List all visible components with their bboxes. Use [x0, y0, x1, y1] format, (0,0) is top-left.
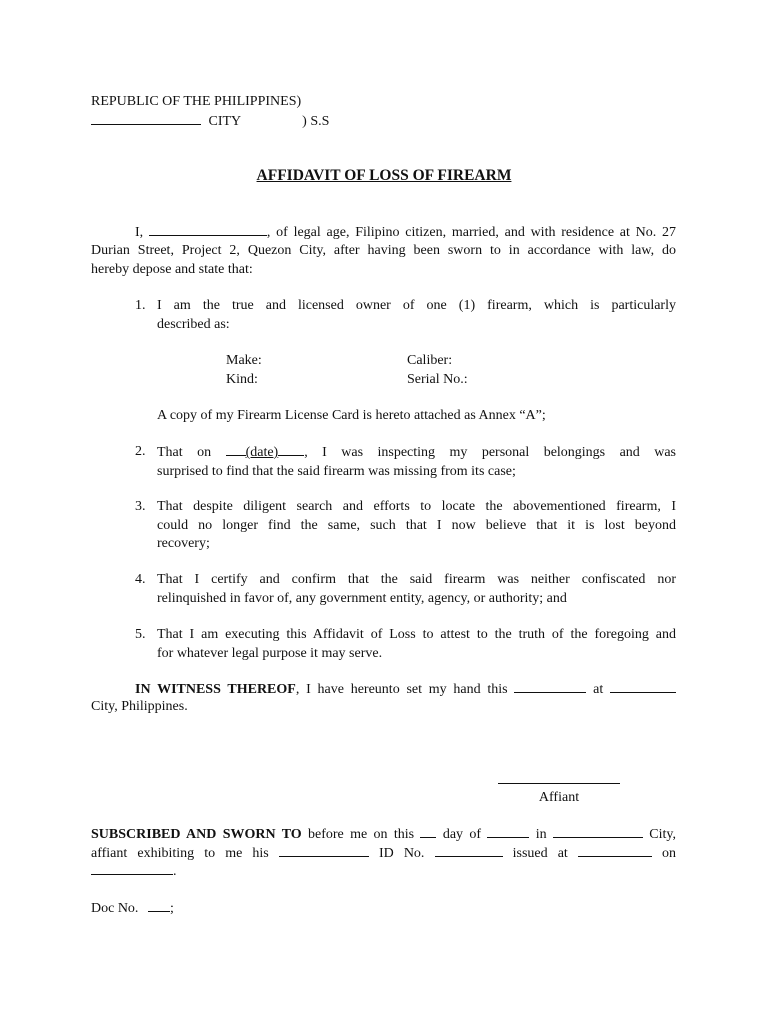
- jurat-bold: SUBSCRIBED AND SWORN TO: [91, 827, 302, 842]
- item5-line2: for whatever legal purpose it may serve.: [157, 645, 383, 661]
- date-blank-left: [226, 443, 246, 456]
- intro-i: I,: [135, 225, 144, 240]
- item5-line1: That I am executing this Affidavit of Loss to attest to the truth of the foregoing and: [157, 627, 676, 642]
- item4-line2: relinquished in favor of, any government entity, agency, or authority; and: [157, 590, 567, 606]
- name-blank: [149, 223, 267, 236]
- field-serial-no: Serial No.:: [407, 372, 468, 387]
- item4-line1: That I certify and confirm that the said firearm was neither confiscated nor: [157, 572, 676, 587]
- city-label: CITY: [208, 114, 241, 129]
- id-no-blank: [435, 844, 503, 857]
- jurat-line-3: [91, 862, 177, 882]
- item2-post: , I was inspecting my personal belongings and was: [304, 445, 677, 460]
- field-caliber: Caliber:: [407, 353, 453, 368]
- republic-text: REPUBLIC OF THE PHILIPPINES): [91, 94, 302, 109]
- issued-at-blank: [578, 844, 652, 857]
- witness-text: , I have hereunto set my hand this: [295, 682, 508, 697]
- jurat-l1a: before me on this: [308, 827, 415, 842]
- document-title: AFFIDAVIT OF LOSS OF FIREARM: [256, 167, 512, 184]
- item-number: 3.: [135, 499, 146, 514]
- doc-no-end: ;: [169, 901, 174, 916]
- date-label: (date): [245, 445, 279, 460]
- item3-line2: could no longer find the same, such that I now believe that it is lost beyond: [157, 517, 676, 533]
- affiant-label: Affiant: [538, 790, 580, 805]
- witness-bold: IN WITNESS THEREOF: [135, 682, 296, 697]
- item2-line2: surprised to find that the said firearm was missing from its case;: [157, 463, 516, 479]
- jurat-l1b: day of: [442, 827, 482, 842]
- witness-line-2: City, Philippines.: [91, 699, 188, 714]
- item-number: 5.: [135, 627, 146, 642]
- header-republic: [91, 93, 301, 112]
- intro-line-3: [91, 261, 253, 280]
- day-blank: [420, 825, 436, 838]
- item3-line3: recovery;: [157, 536, 210, 551]
- jurat-l1d: City,: [649, 827, 677, 842]
- jurat-l2c: issued at: [512, 846, 568, 861]
- item2-pre: That on: [157, 445, 212, 460]
- witness-line-1: [135, 680, 676, 700]
- annex-text: A copy of my Firearm License Card is hereto attached as Annex “A”;: [157, 408, 546, 423]
- header-city-line: [91, 112, 329, 132]
- item-number: 2.: [135, 444, 146, 459]
- doc-no-blank: [148, 899, 170, 912]
- intro-line-2: [91, 242, 676, 261]
- date-blank-right: [278, 443, 304, 456]
- intro-line3-text: hereby depose and state that:: [91, 262, 253, 277]
- intro-line1-text: , of legal age, Filipino citizen, married, and with residence at No. 27: [266, 225, 677, 240]
- item-number: 4.: [135, 572, 146, 587]
- item-number: 1.: [135, 298, 146, 313]
- place-blank: [553, 825, 643, 838]
- issued-on-blank: [91, 862, 173, 875]
- intro-line-1: [135, 223, 676, 243]
- field-kind: Kind:: [226, 372, 258, 387]
- doc-no-label: Doc No.: [91, 901, 139, 916]
- intro-line2-text: Durian Street, Project 2, Quezon City, after having been sworn to in accordance with law, do: [91, 243, 676, 258]
- id-type-blank: [279, 844, 369, 857]
- field-make: Make:: [226, 353, 262, 368]
- item3-line1: That despite diligent search and efforts to locate the abovementioned firearm, I: [157, 499, 676, 514]
- city-blank: [91, 112, 201, 125]
- witness-place-blank: [610, 680, 676, 693]
- item2-line1: [157, 443, 676, 463]
- affiant-signature-line: [498, 783, 620, 784]
- jurat-l2d: on: [662, 846, 677, 861]
- witness-at: at: [593, 682, 604, 697]
- jurat-l1c: in: [535, 827, 547, 842]
- item1-line1: I am the true and licensed owner of one (1) firearm, which is particularly: [157, 298, 676, 313]
- jurat-l2b: ID No.: [378, 846, 425, 861]
- jurat-line-2: [91, 844, 676, 864]
- jurat-l3-end: .: [173, 864, 177, 879]
- ss-label: ) S.S: [302, 114, 330, 129]
- jurat-l2a: affiant exhibiting to me his: [91, 846, 269, 861]
- witness-date-blank: [514, 680, 586, 693]
- jurat-line-1: [91, 825, 676, 845]
- item1-line2: described as:: [157, 316, 230, 332]
- month-blank: [487, 825, 529, 838]
- doc-no-line: [91, 899, 174, 919]
